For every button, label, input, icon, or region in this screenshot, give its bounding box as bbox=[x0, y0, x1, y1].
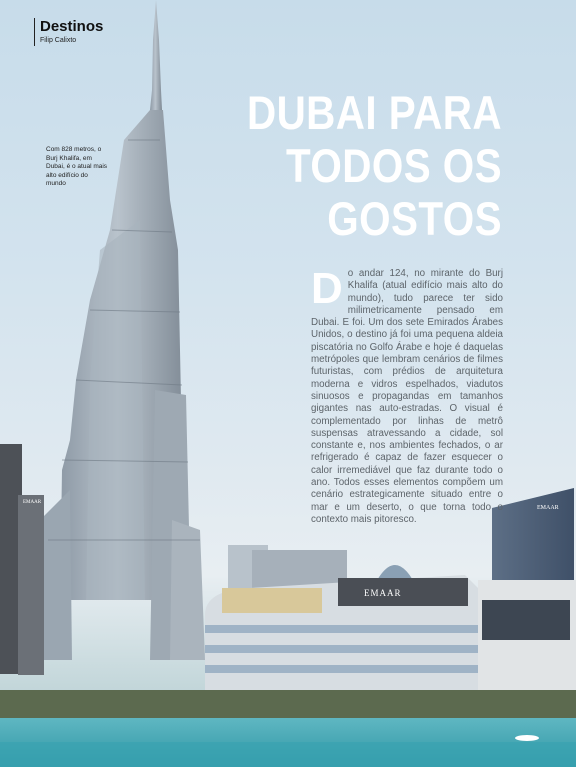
section-tag bbox=[34, 18, 103, 46]
photo-caption: Com 828 metros, o Burj Khalifa, em Dubai, é o atual mais alto edifício do mundo bbox=[46, 146, 108, 187]
headline-line-2: TODOS OS bbox=[285, 139, 502, 192]
right-glass-tower bbox=[492, 488, 574, 585]
headline-line-3: GOSTOS bbox=[327, 192, 502, 245]
section-title: Destinos bbox=[40, 18, 104, 35]
article-body bbox=[311, 264, 503, 526]
burj-khalifa-tower bbox=[40, 0, 205, 660]
article-text: o andar 124, no mirante do Burj Khalifa (atual edifício mais alto do mundo), tudo parece ter sido milimetricamente pensado em Dubai. E foi. Um dos sete Emirados Árabes Unidos, o destino já foi uma pequena aldeia piscatória no Golfo Árabe e hoje é daquelas metrópoles que lembram cenários de filmes futuristas, com prédios de arquitetura moderna e vidros espelhados, viadutos sinuosos e propagandas em tamanhos gigantes nas auto-estradas. O visual é complementado por linhas de metrô suspensas atravessando a cidade, sol constante e, nos ambientes fechados, o ar refrigerado é capaz de fazer esquecer o calor irremediável que faz durante todo o ano. Todos esses elementos compõem um cenário estrategicamente situado entre o mar e um deserto, o que torna todo o contexto mais pitoresco. bbox=[311, 268, 503, 525]
emaar-sign-center: EMAAR bbox=[364, 588, 402, 598]
emaar-sign-left: EMAAR bbox=[23, 500, 42, 505]
section-author: Filip Calixto bbox=[40, 37, 77, 44]
headline-line-1: DUBAI PARA bbox=[246, 86, 502, 139]
drop-cap: D bbox=[311, 264, 343, 313]
emaar-sign-right: EMAAR bbox=[537, 505, 559, 511]
headline bbox=[182, 86, 502, 245]
